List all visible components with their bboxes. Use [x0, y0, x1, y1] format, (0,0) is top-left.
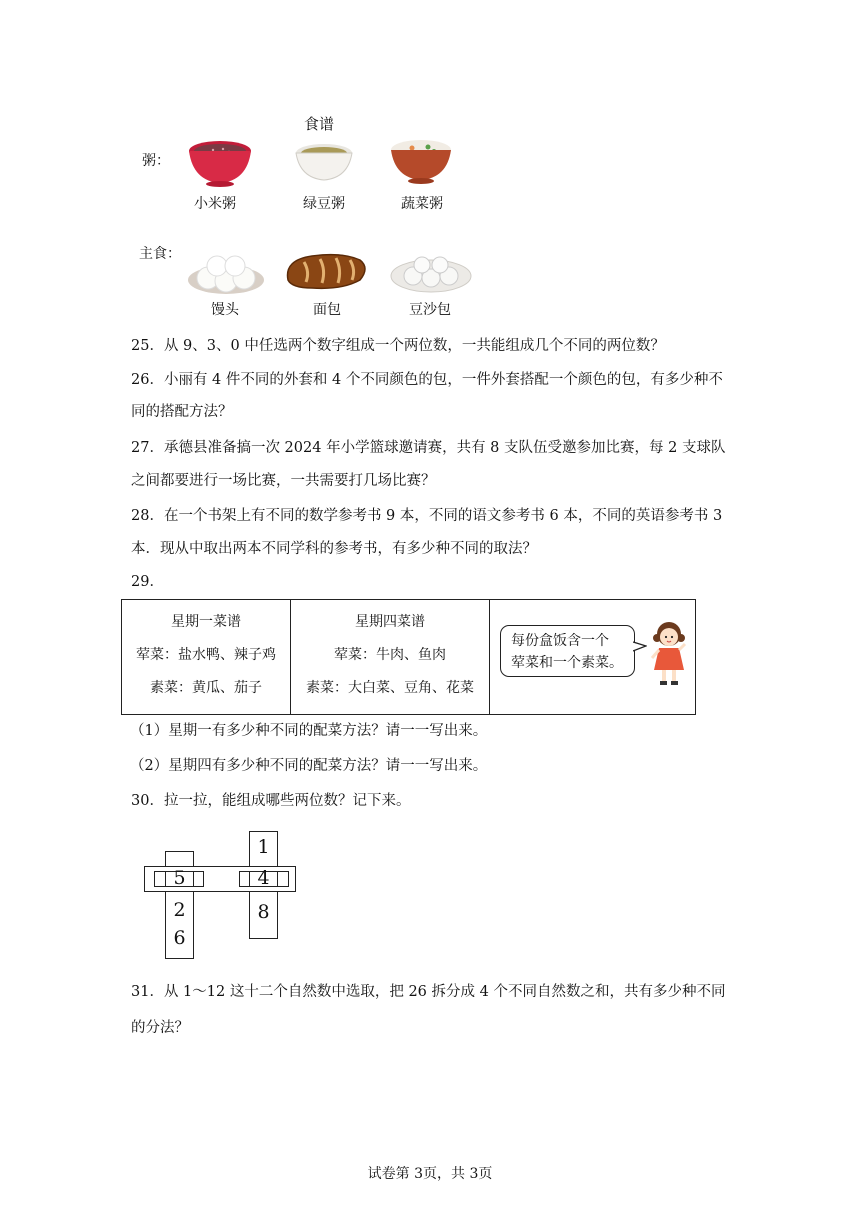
- bread-image: [282, 250, 368, 292]
- right-digit-2: 4: [257, 867, 270, 889]
- question-26-line2: 同的搭配方法？: [131, 404, 233, 420]
- question-30: 30．拉一拉，能组成哪些两位数？记下来。: [131, 793, 411, 809]
- staple-label: 主食：: [139, 246, 181, 262]
- thursday-menu-title: 星期四菜谱: [355, 614, 425, 630]
- right-digit-3: 8: [257, 901, 270, 923]
- monday-veg-dishes: 素菜：黄瓜、茄子: [150, 680, 262, 696]
- steamed-bun-image: [186, 248, 266, 296]
- question-29-sub1: （1）星期一有多少种不同的配菜方法？请一一写出来。: [130, 723, 488, 739]
- bubble-tail: [633, 641, 647, 653]
- right-digit-1: 1: [257, 836, 270, 858]
- question-27-line2: 之间都要进行一场比赛，一共需要打几场比赛？: [131, 473, 436, 489]
- number-puller-diagram: [144, 831, 298, 961]
- bubble-line-1: 每份盒饭含一个: [511, 633, 609, 649]
- question-31-line2: 的分法？: [131, 1020, 189, 1036]
- left-digit-3: 6: [173, 927, 186, 949]
- porridge-name-2: 绿豆粥: [303, 196, 345, 212]
- porridge-label: 粥：: [142, 153, 170, 169]
- question-28-line1: 28．在一个书架上有不同的数学参考书 9 本，不同的语文参考书 6 本，不同的英语参考书 3: [131, 508, 723, 524]
- question-27-line1: 27．承德县准备搞一次 2024 年小学篮球邀请赛，共有 8 支队伍受邀参加比赛，每 2 支球队: [131, 440, 726, 456]
- question-26-line1: 26．小丽有 4 件不同的外套和 4 个不同颜色的包，一件外套搭配一个颜色的包，有多少种不: [131, 372, 723, 388]
- monday-menu-title: 星期一菜谱: [171, 614, 241, 630]
- staple-name-2: 面包: [313, 302, 341, 318]
- thursday-veg-dishes: 素菜：大白菜、豆角、花菜: [306, 680, 474, 696]
- staple-name-1: 馒头: [211, 302, 239, 318]
- porridge-name-1: 小米粥: [194, 196, 236, 212]
- vegetable-porridge-image: [388, 136, 454, 188]
- question-29-sub2: （2）星期四有多少种不同的配菜方法？请一一写出来。: [130, 758, 488, 774]
- left-strip-top: [165, 851, 194, 867]
- speech-bubble: [500, 625, 635, 677]
- girl-icon: [648, 620, 690, 690]
- left-digit-1: 5: [173, 867, 186, 889]
- millet-porridge-image: [185, 137, 255, 189]
- thursday-menu-cell: [291, 600, 490, 715]
- thursday-meat-dishes: 荤菜：牛肉、鱼肉: [334, 647, 446, 663]
- staple-name-3: 豆沙包: [409, 302, 451, 318]
- monday-menu-cell: [122, 600, 291, 715]
- mung-bean-porridge-image: [292, 140, 356, 186]
- porridge-name-3: 蔬菜粥: [401, 196, 443, 212]
- question-28-line2: 本．现从中取出两本不同学科的参考书，有多少种不同的取法？: [131, 541, 537, 557]
- left-digit-2: 2: [173, 899, 186, 921]
- page-footer: 试卷第 3页，共 3页: [367, 1166, 493, 1182]
- monday-meat-dishes: 荤菜：盐水鸭、辣子鸡: [136, 647, 276, 663]
- bubble-line-2: 荤菜和一个素菜。: [511, 655, 623, 671]
- bean-paste-bun-image: [389, 248, 473, 294]
- question-29: 29．: [131, 574, 164, 590]
- recipe-title: 食谱: [304, 115, 335, 133]
- question-25: 25．从 9、3、0 中任选两个数字组成一个两位数，一共能组成几个不同的两位数？: [131, 338, 665, 354]
- question-31-line1: 31．从 1～12 这十二个自然数中选取，把 26 拆分成 4 个不同自然数之和，共有多少种不同: [131, 984, 726, 1000]
